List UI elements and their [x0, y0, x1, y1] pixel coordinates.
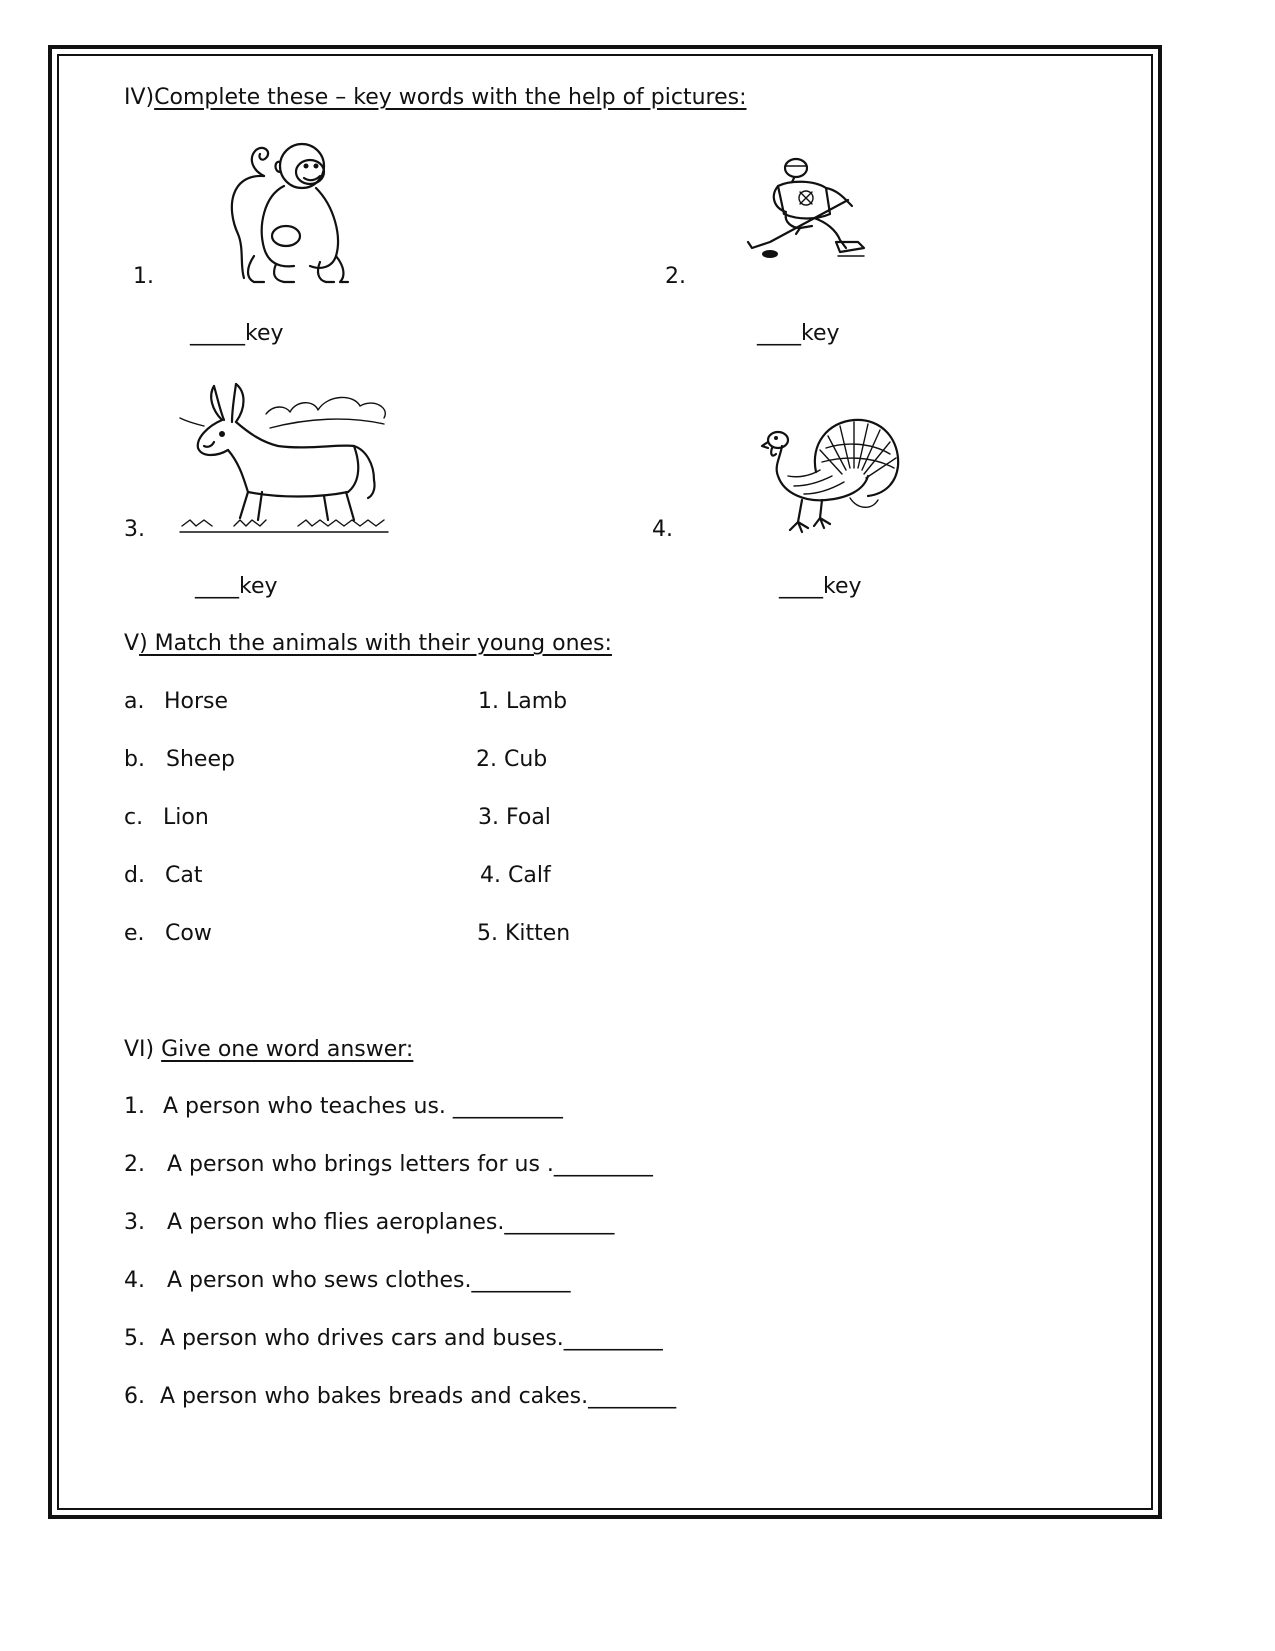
match-left-word: Lion [163, 805, 209, 830]
item-4-blank: ____key [779, 574, 862, 599]
section-4-prefix: IV) [124, 85, 155, 110]
question-1-text: A person who teaches us. __________ [163, 1094, 563, 1119]
question-3-text: A person who flies aeroplanes.__________ [167, 1210, 615, 1235]
match-right-item: 5. Kitten [477, 921, 571, 946]
match-right-item: 3. Foal [478, 805, 551, 830]
match-letter: c. [124, 805, 144, 830]
match-left-item [124, 691, 144, 713]
item-3-number: 3. [124, 517, 145, 542]
question-4-text: A person who sews clothes._________ [167, 1268, 571, 1293]
turkey-picture [754, 414, 902, 538]
match-right-item: 4. Calf [480, 863, 551, 888]
question-3-number: 3. [124, 1210, 145, 1235]
match-letter: a. [124, 689, 145, 714]
question-6-text: A person who bakes breads and cakes.________ [160, 1384, 677, 1409]
section-5-heading [124, 633, 612, 655]
section-5-prefix: V [124, 631, 140, 656]
match-left-word: Cat [165, 863, 203, 888]
hockey-player-picture [740, 156, 868, 264]
match-left-item [124, 923, 145, 945]
match-right-item: 2. Cub [476, 747, 548, 772]
question-2-number: 2. [124, 1152, 145, 1177]
match-letter: d. [124, 863, 145, 888]
question-5-text: A person who drives cars and buses._________ [160, 1326, 663, 1351]
match-left-item [124, 749, 145, 771]
item-2-number: 2. [665, 264, 686, 289]
section-4-title: Complete these – key words with the help of pictures: [154, 85, 747, 110]
match-letter: e. [124, 921, 145, 946]
item-2-blank: ____key [757, 321, 840, 346]
donkey-picture [178, 380, 390, 540]
question-5-number: 5. [124, 1326, 145, 1351]
item-1-blank: _____key [190, 321, 284, 346]
match-left-item [124, 807, 143, 829]
question-2-text: A person who brings letters for us ._________ [167, 1152, 653, 1177]
match-left-word: Sheep [166, 747, 235, 772]
question-6-number: 6. [124, 1384, 145, 1409]
match-left-word: Horse [164, 689, 229, 714]
question-4-number: 4. [124, 1268, 145, 1293]
match-right-item: 1. Lamb [478, 689, 568, 714]
match-letter: b. [124, 747, 145, 772]
section-5-title: ) Match the animals with their young ones: [139, 631, 612, 656]
item-1-number: 1. [133, 264, 154, 289]
section-6-heading [124, 1039, 413, 1061]
match-left-word: Cow [165, 921, 212, 946]
item-4-number: 4. [652, 517, 673, 542]
monkey-picture [224, 136, 354, 288]
match-left-item [124, 865, 145, 887]
section-4-heading [124, 87, 747, 109]
section-6-prefix: VI) [124, 1037, 162, 1062]
item-3-blank: ____key [195, 574, 278, 599]
section-6-title: Give one word answer: [161, 1037, 414, 1062]
question-1-number: 1. [124, 1094, 145, 1119]
